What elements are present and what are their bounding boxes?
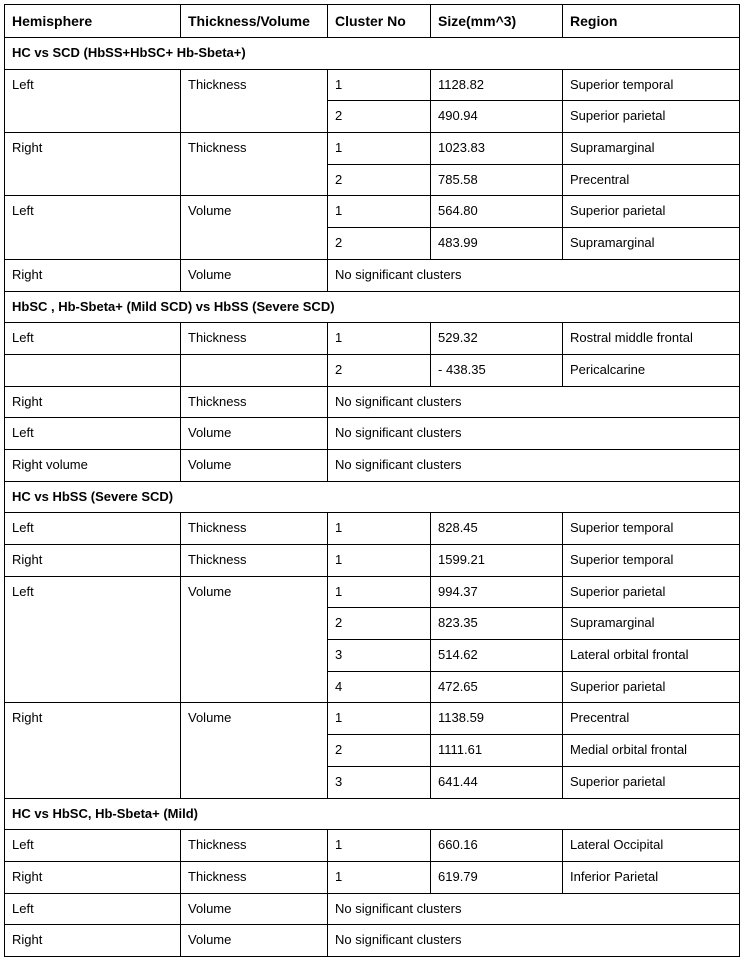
hemisphere-cell: Right volume — [5, 449, 181, 481]
region-cell: Rostral middle frontal — [563, 323, 740, 355]
measure-cell: Volume — [181, 703, 328, 798]
table-row — [5, 830, 740, 862]
size-cell: 472.65 — [431, 671, 563, 703]
hemisphere-cell: Right — [5, 861, 181, 893]
measure-cell: Volume — [181, 418, 328, 450]
region-cell: Pericalcarine — [563, 354, 740, 386]
hemisphere-cell: Left — [5, 576, 181, 703]
measure-cell: Thickness — [181, 133, 328, 196]
size-cell: 1599.21 — [431, 545, 563, 577]
hemisphere-cell: Left — [5, 418, 181, 450]
table-row — [5, 323, 740, 355]
hemisphere-cell — [5, 354, 181, 386]
size-cell: 529.32 — [431, 323, 563, 355]
region-cell: Superior parietal — [563, 671, 740, 703]
header-cluster-no: Cluster No — [328, 5, 431, 38]
size-cell: 785.58 — [431, 164, 563, 196]
hemisphere-cell: Right — [5, 545, 181, 577]
cluster-no-cell: 1 — [328, 69, 431, 101]
section-row — [5, 798, 740, 830]
header-thickness-volume: Thickness/Volume — [181, 5, 328, 38]
measure-cell: Volume — [181, 449, 328, 481]
measure-cell: Volume — [181, 576, 328, 703]
cluster-no-cell: 1 — [328, 323, 431, 355]
section-row — [5, 38, 740, 70]
measure-cell: Volume — [181, 196, 328, 259]
measure-cell: Thickness — [181, 69, 328, 132]
measure-cell: Thickness — [181, 323, 328, 355]
table-row — [5, 513, 740, 545]
size-cell: 1023.83 — [431, 133, 563, 165]
no-clusters-note: No significant clusters — [328, 386, 740, 418]
cluster-no-cell: 1 — [328, 861, 431, 893]
no-clusters-note: No significant clusters — [328, 925, 740, 957]
table-row — [5, 196, 740, 228]
size-cell: 564.80 — [431, 196, 563, 228]
cluster-no-cell: 1 — [328, 196, 431, 228]
hemisphere-cell: Right — [5, 386, 181, 418]
table-row — [5, 133, 740, 165]
measure-cell: Volume — [181, 925, 328, 957]
measure-cell: Thickness — [181, 386, 328, 418]
cluster-no-cell: 3 — [328, 766, 431, 798]
hemisphere-cell: Left — [5, 893, 181, 925]
no-clusters-note: No significant clusters — [328, 418, 740, 450]
region-cell: Supramarginal — [563, 133, 740, 165]
region-cell: Lateral Occipital — [563, 830, 740, 862]
size-cell: 514.62 — [431, 640, 563, 672]
table-row — [5, 259, 740, 291]
size-cell: 1128.82 — [431, 69, 563, 101]
region-cell: Superior temporal — [563, 69, 740, 101]
cluster-no-cell: 2 — [328, 735, 431, 767]
measure-cell: Volume — [181, 893, 328, 925]
table-row — [5, 893, 740, 925]
results-table — [4, 4, 740, 957]
region-cell: Medial orbital frontal — [563, 735, 740, 767]
measure-cell — [181, 354, 328, 386]
hemisphere-cell: Left — [5, 323, 181, 355]
table-row — [5, 703, 740, 735]
table-row — [5, 418, 740, 450]
region-cell: Superior parietal — [563, 101, 740, 133]
cluster-no-cell: 1 — [328, 545, 431, 577]
cluster-no-cell: 3 — [328, 640, 431, 672]
section-row — [5, 481, 740, 513]
header-hemisphere: Hemisphere — [5, 5, 181, 38]
region-cell: Inferior Parietal — [563, 861, 740, 893]
hemisphere-cell: Left — [5, 69, 181, 132]
table-row — [5, 576, 740, 608]
cluster-no-cell: 1 — [328, 576, 431, 608]
section-title: HbSC , Hb-Sbeta+ (Mild SCD) vs HbSS (Severe SCD) — [5, 291, 740, 323]
cluster-no-cell: 1 — [328, 703, 431, 735]
cluster-no-cell: 2 — [328, 101, 431, 133]
measure-cell: Thickness — [181, 861, 328, 893]
region-cell: Superior parietal — [563, 766, 740, 798]
section-title: HC vs SCD (HbSS+HbSC+ Hb-Sbeta+) — [5, 38, 740, 70]
region-cell: Lateral orbital frontal — [563, 640, 740, 672]
size-cell: 994.37 — [431, 576, 563, 608]
measure-cell: Thickness — [181, 830, 328, 862]
measure-cell: Thickness — [181, 545, 328, 577]
section-title: HC vs HbSC, Hb-Sbeta+ (Mild) — [5, 798, 740, 830]
size-cell: 1111.61 — [431, 735, 563, 767]
table-row — [5, 449, 740, 481]
no-clusters-note: No significant clusters — [328, 893, 740, 925]
size-cell: 1138.59 — [431, 703, 563, 735]
region-cell: Supramarginal — [563, 608, 740, 640]
table-row — [5, 545, 740, 577]
hemisphere-cell: Left — [5, 830, 181, 862]
size-cell: 660.16 — [431, 830, 563, 862]
size-cell: 641.44 — [431, 766, 563, 798]
cluster-no-cell: 1 — [328, 133, 431, 165]
table-body — [5, 38, 740, 957]
table-row — [5, 861, 740, 893]
size-cell: 490.94 — [431, 101, 563, 133]
section-row — [5, 291, 740, 323]
cluster-no-cell: 2 — [328, 354, 431, 386]
header-region: Region — [563, 5, 740, 38]
cluster-no-cell: 4 — [328, 671, 431, 703]
size-cell: - 438.35 — [431, 354, 563, 386]
no-clusters-note: No significant clusters — [328, 449, 740, 481]
hemisphere-cell: Right — [5, 703, 181, 798]
table-row — [5, 925, 740, 957]
hemisphere-cell: Left — [5, 196, 181, 259]
size-cell: 483.99 — [431, 228, 563, 260]
cluster-no-cell: 2 — [328, 608, 431, 640]
table-row — [5, 69, 740, 101]
region-cell: Superior temporal — [563, 513, 740, 545]
hemisphere-cell: Right — [5, 259, 181, 291]
cluster-no-cell: 2 — [328, 164, 431, 196]
region-cell: Superior parietal — [563, 196, 740, 228]
region-cell: Superior parietal — [563, 576, 740, 608]
cluster-no-cell: 1 — [328, 830, 431, 862]
header-size: Size(mm^3) — [431, 5, 563, 38]
table-row — [5, 354, 740, 386]
region-cell: Precentral — [563, 703, 740, 735]
measure-cell: Thickness — [181, 513, 328, 545]
size-cell: 828.45 — [431, 513, 563, 545]
size-cell: 619.79 — [431, 861, 563, 893]
hemisphere-cell: Right — [5, 133, 181, 196]
region-cell: Precentral — [563, 164, 740, 196]
region-cell: Supramarginal — [563, 228, 740, 260]
table-row — [5, 386, 740, 418]
region-cell: Superior temporal — [563, 545, 740, 577]
size-cell: 823.35 — [431, 608, 563, 640]
hemisphere-cell: Left — [5, 513, 181, 545]
hemisphere-cell: Right — [5, 925, 181, 957]
measure-cell: Volume — [181, 259, 328, 291]
cluster-no-cell: 1 — [328, 513, 431, 545]
section-title: HC vs HbSS (Severe SCD) — [5, 481, 740, 513]
no-clusters-note: No significant clusters — [328, 259, 740, 291]
cluster-no-cell: 2 — [328, 228, 431, 260]
header-row — [5, 5, 740, 38]
